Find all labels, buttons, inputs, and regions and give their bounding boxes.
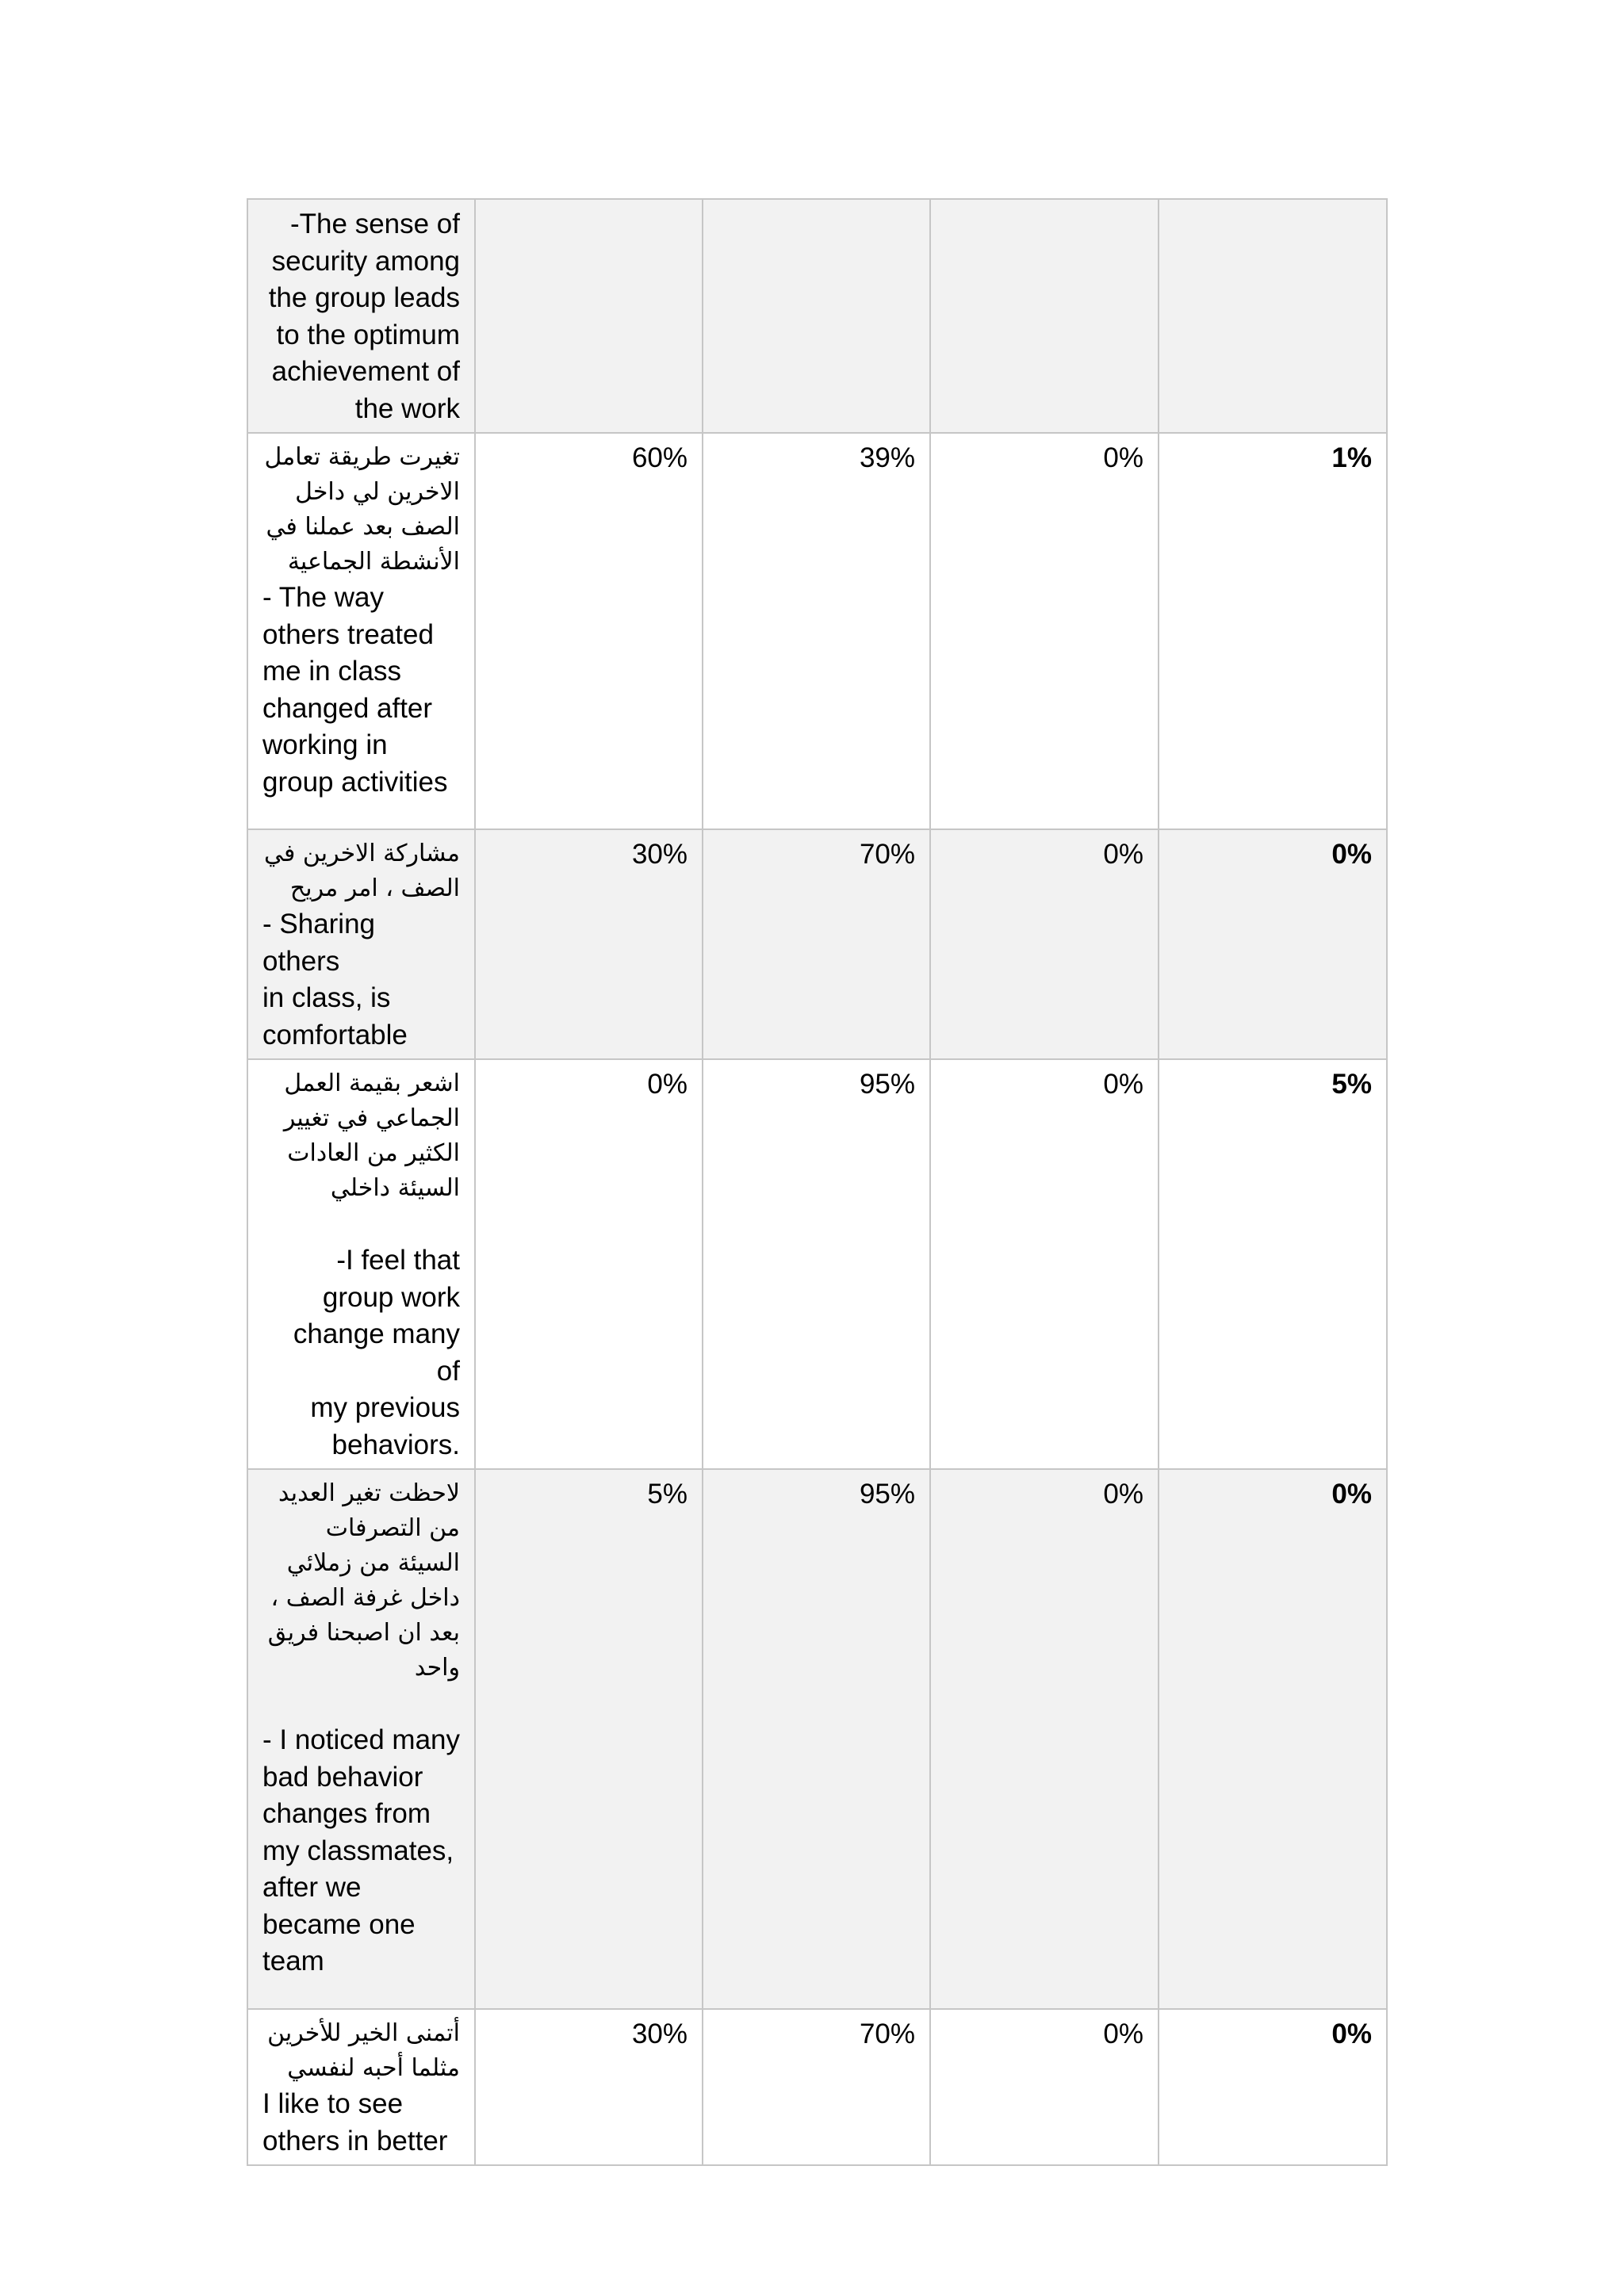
value-cell: 0% (930, 433, 1159, 829)
value-cell: 0% (930, 1059, 1159, 1469)
statement-arabic: اشعر بقيمة العمل الجماعي في تغيير الكثير من العادات السيئة داخلي (283, 1070, 460, 1202)
statement-cell (247, 199, 475, 433)
value-cell: 0% (1159, 1469, 1387, 2009)
statement-arabic: أتمنى الخير للأخرين مثلما أحبه لنفسي (267, 2019, 460, 2082)
value-cell: 30% (475, 2009, 703, 2165)
value-cell: 0% (930, 1469, 1159, 2009)
value-cell: 39% (703, 433, 930, 829)
table-row (247, 829, 1387, 1059)
statement-english: -The sense of security among the group leads to the optimum achievement of the work (268, 209, 460, 424)
value-cell: 60% (475, 433, 703, 829)
survey-table (247, 198, 1388, 2166)
statement-english: - The way others treated me in class changed after working in group activities (262, 582, 448, 798)
value-cell: 5% (475, 1469, 703, 2009)
value-cell: 70% (703, 829, 930, 1059)
table-row (247, 2009, 1387, 2165)
table-row (247, 199, 1387, 433)
statement-arabic: لاحظت تغير العديد من التصرفات السيئة من زملائي داخل غرفة الصف ، بعد ان اصبحنا فريق واحد (267, 1479, 460, 1682)
value-cell: 1% (1159, 433, 1387, 829)
value-cell: 95% (703, 1059, 930, 1469)
statement-arabic: تغيرت طريقة تعامل الاخرين لي داخل الصف بعد عملنا في الأنشطة الجماعية (264, 443, 460, 576)
value-cell: 70% (703, 2009, 930, 2165)
statement-arabic: مشاركة الاخرين في الصف ، امر مريح (264, 840, 460, 902)
statement-english: - Sharing others in class, is comfortable (262, 909, 408, 1050)
statement-cell (247, 1059, 475, 1469)
statement-english: - I noticed many bad behavior changes from my classmates, after we became one team (262, 1724, 460, 1976)
value-cell: 0% (930, 829, 1159, 1059)
value-cell: 0% (1159, 829, 1387, 1059)
statement-cell (247, 2009, 475, 2165)
statement-cell (247, 829, 475, 1059)
statement-cell (247, 433, 475, 829)
value-cell: 0% (475, 1059, 703, 1469)
value-cell: 5% (1159, 1059, 1387, 1469)
value-cell: 0% (930, 2009, 1159, 2165)
value-cell: 30% (475, 829, 703, 1059)
statement-cell (247, 1469, 475, 2009)
table-row (247, 433, 1387, 829)
value-cell: 0% (1159, 2009, 1387, 2165)
table-row (247, 1059, 1387, 1469)
value-cell (930, 199, 1159, 433)
value-cell (1159, 199, 1387, 433)
value-cell: 95% (703, 1469, 930, 2009)
statement-english: -I feel that group work change many of my previous behaviors. (293, 1245, 460, 1460)
value-cell (475, 199, 703, 433)
statement-english: I like to see others in better (262, 2088, 448, 2156)
table-row (247, 1469, 1387, 2009)
value-cell (703, 199, 930, 433)
